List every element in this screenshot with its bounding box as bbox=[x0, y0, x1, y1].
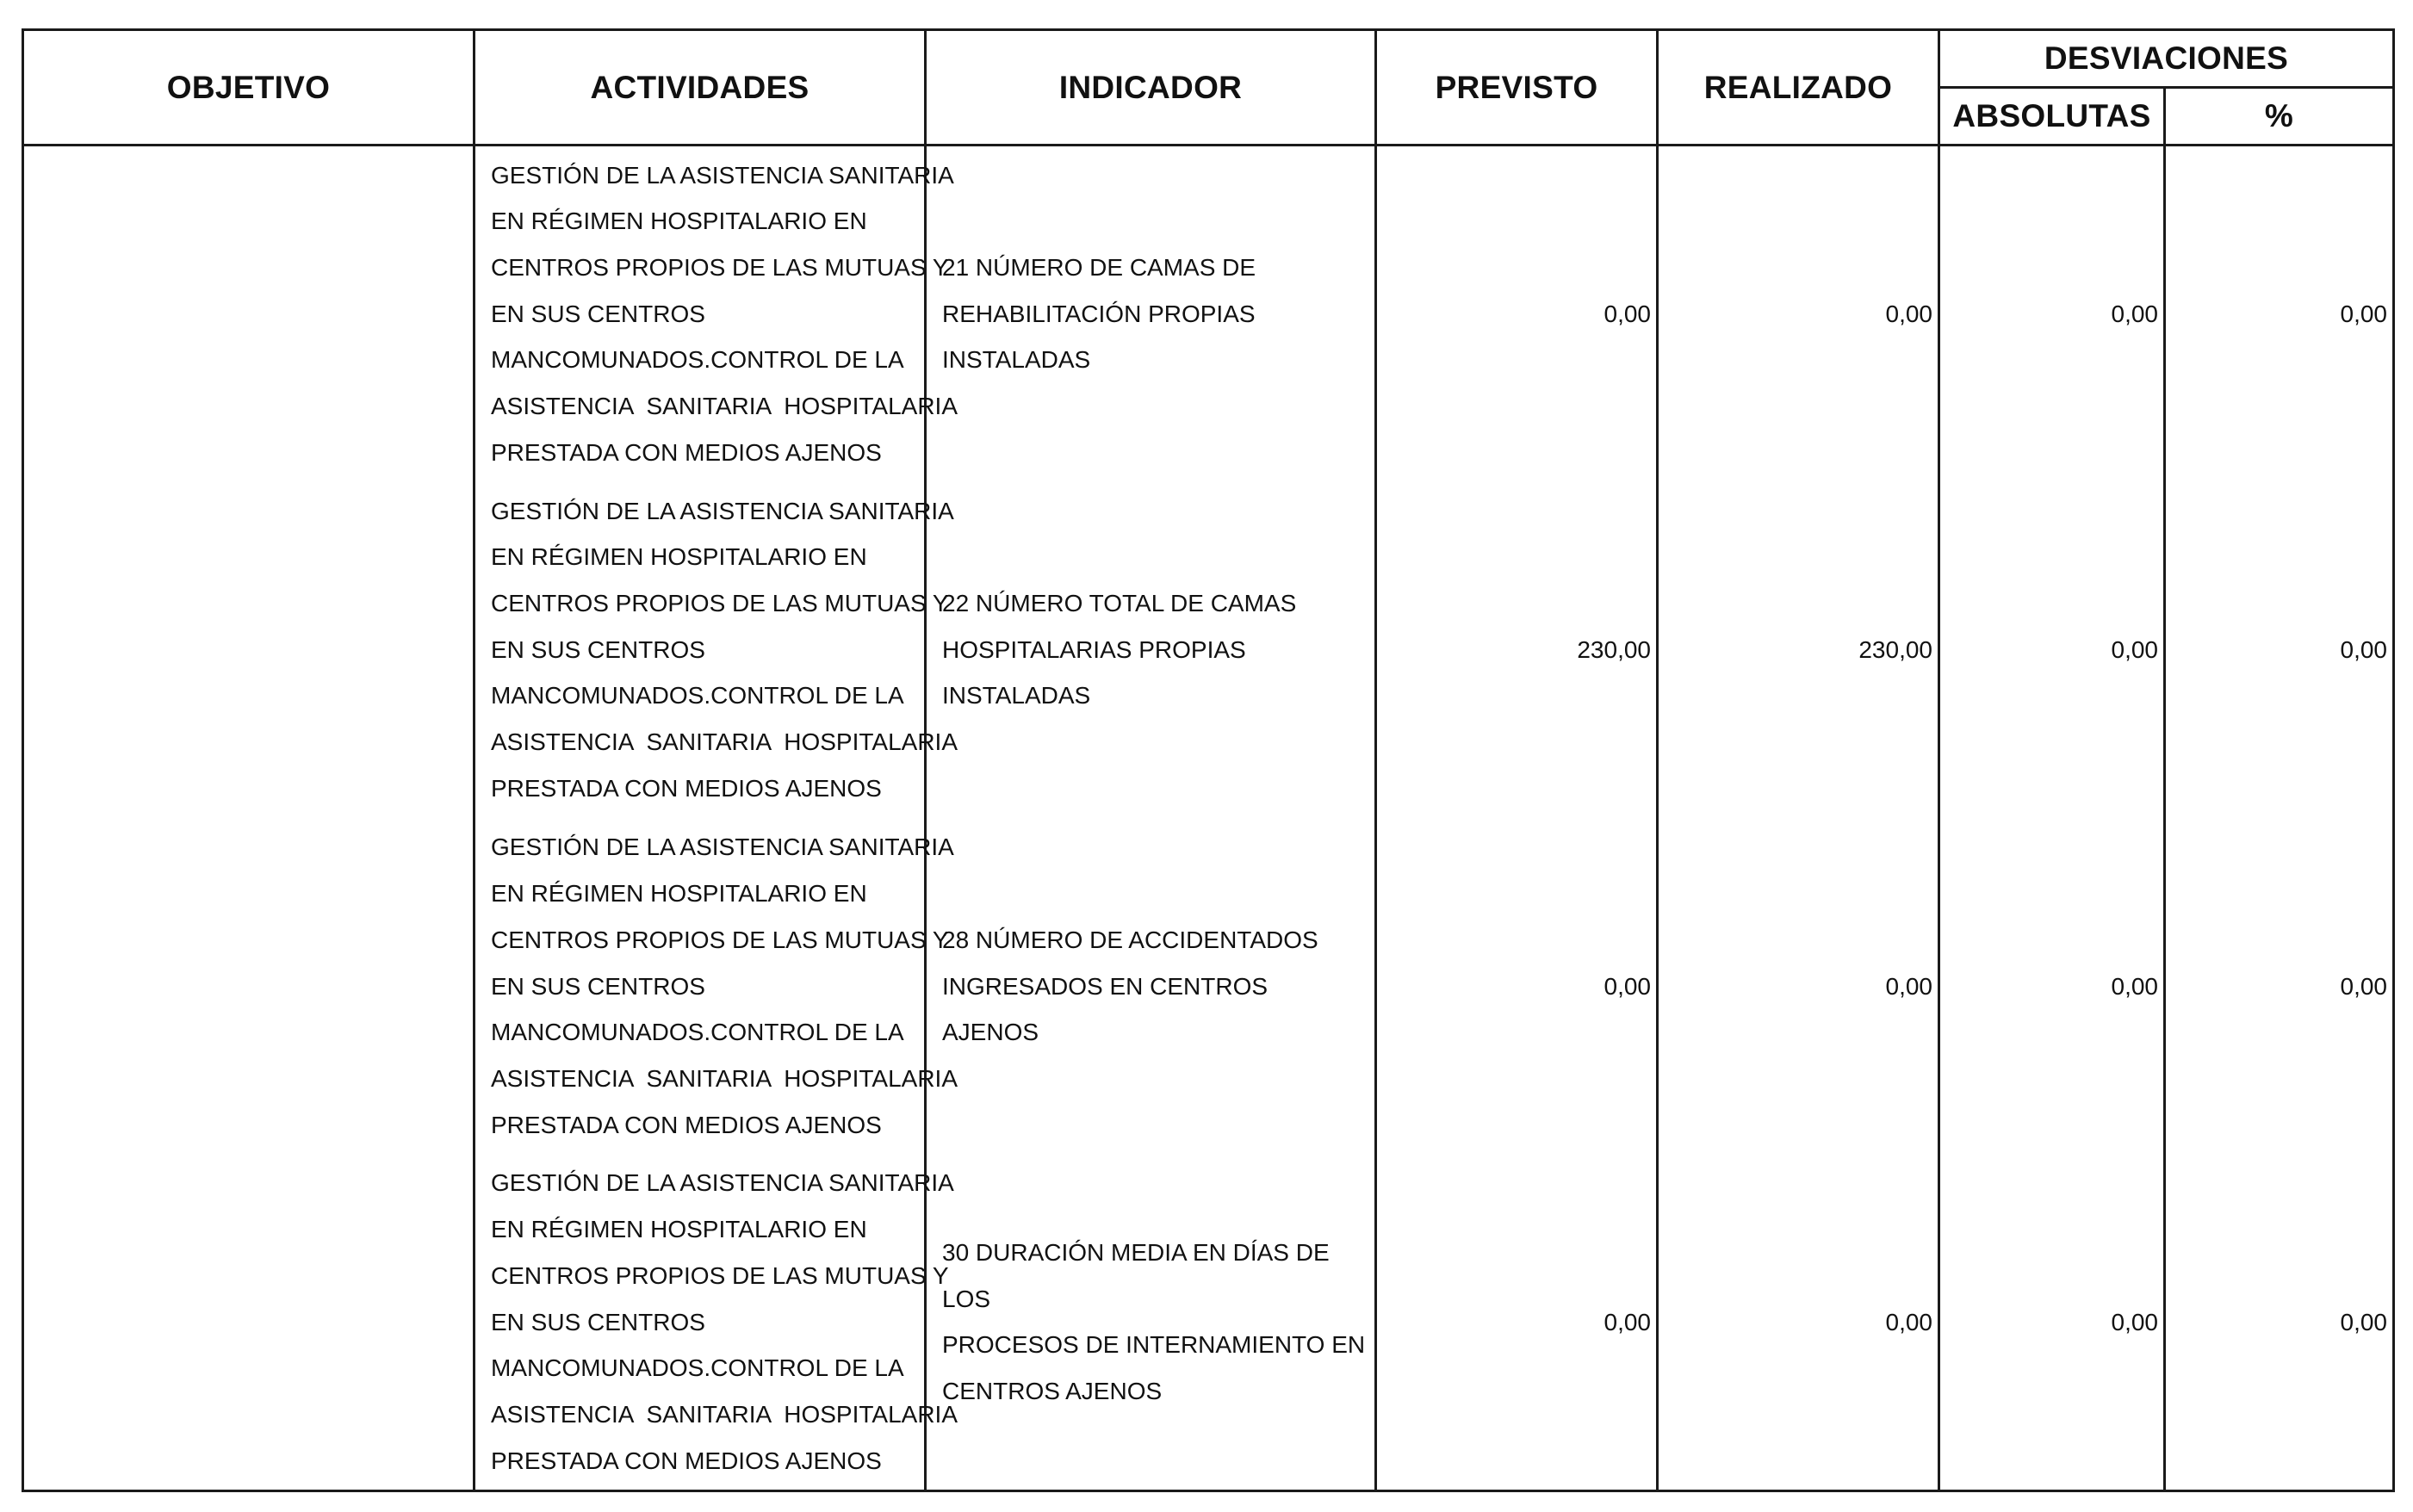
actividad-line: EN RÉGIMEN HOSPITALARIO EN bbox=[491, 543, 867, 571]
cell-actividad bbox=[475, 481, 958, 818]
actividad-line: EN SUS CENTROS bbox=[491, 300, 705, 327]
header-porcentaje: % bbox=[2165, 88, 2394, 146]
actividad-line: EN RÉGIMEN HOSPITALARIO EN bbox=[491, 1216, 867, 1243]
indicador-line: PROCESOS DE INTERNAMIENTO EN bbox=[942, 1331, 1366, 1359]
header-previsto: PREVISTO bbox=[1376, 30, 1658, 146]
actividad-line: ASISTENCIA SANITARIA HOSPITALARIA bbox=[491, 728, 958, 756]
cell-actividad bbox=[475, 818, 958, 1155]
actividad-line: CENTROS PROPIOS DE LAS MUTUAS Y bbox=[491, 926, 949, 953]
actividad-line: EN SUS CENTROS bbox=[491, 1308, 705, 1335]
cell-realizado: 230,00 bbox=[1658, 481, 1939, 818]
cell-actividad bbox=[475, 146, 958, 482]
table-body bbox=[23, 146, 2394, 1491]
actividad-line: EN SUS CENTROS bbox=[491, 972, 705, 1000]
actividad-line: PRESTADA CON MEDIOS AJENOS bbox=[491, 438, 882, 466]
actividad-line: GESTIÓN DE LA ASISTENCIA SANITARIA bbox=[491, 1169, 954, 1197]
cell-indicador bbox=[926, 1155, 1376, 1491]
table-row bbox=[23, 481, 2394, 818]
cell-porcentaje: 0,00 bbox=[2165, 481, 2394, 818]
cell-absolutas: 0,00 bbox=[1939, 146, 2165, 482]
cell-absolutas: 0,00 bbox=[1939, 1155, 2165, 1491]
cell-actividad bbox=[475, 1155, 958, 1491]
actividad-line: EN SUS CENTROS bbox=[491, 635, 705, 663]
cell-porcentaje: 0,00 bbox=[2165, 1155, 2394, 1491]
actividad-line: PRESTADA CON MEDIOS AJENOS bbox=[491, 774, 882, 802]
actividad-line: MANCOMUNADOS.CONTROL DE LA bbox=[491, 1019, 904, 1046]
indicador-line: CENTROS AJENOS bbox=[942, 1378, 1163, 1405]
actividad-line: EN RÉGIMEN HOSPITALARIO EN bbox=[491, 880, 867, 908]
actividad-line: CENTROS PROPIOS DE LAS MUTUAS Y bbox=[491, 254, 949, 282]
header-absolutas: ABSOLUTAS bbox=[1939, 88, 2165, 146]
cell-objetivo bbox=[23, 146, 475, 482]
cell-objetivo bbox=[23, 481, 475, 818]
cell-previsto: 0,00 bbox=[1376, 146, 1658, 482]
indicators-table bbox=[22, 28, 2395, 1492]
indicador-line: REHABILITACIÓN PROPIAS INSTALADAS bbox=[942, 300, 1256, 374]
cell-previsto: 230,00 bbox=[1376, 481, 1658, 818]
actividad-line: PRESTADA CON MEDIOS AJENOS bbox=[491, 1447, 882, 1474]
cell-absolutas: 0,00 bbox=[1939, 818, 2165, 1155]
actividad-line: GESTIÓN DE LA ASISTENCIA SANITARIA bbox=[491, 161, 954, 189]
actividad-line: ASISTENCIA SANITARIA HOSPITALARIA bbox=[491, 393, 958, 420]
cell-indicador bbox=[926, 818, 1376, 1155]
indicador-line: INGRESADOS EN CENTROS AJENOS bbox=[942, 972, 1269, 1046]
actividad-line: MANCOMUNADOS.CONTROL DE LA bbox=[491, 682, 904, 710]
cell-indicador bbox=[926, 146, 1376, 482]
actividad-line: MANCOMUNADOS.CONTROL DE LA bbox=[491, 1354, 904, 1382]
indicador-line: 21 NÚMERO DE CAMAS DE bbox=[942, 254, 1256, 282]
indicador-line: HOSPITALARIAS PROPIAS INSTALADAS bbox=[942, 635, 1246, 710]
indicador-line: 28 NÚMERO DE ACCIDENTADOS bbox=[942, 926, 1318, 953]
cell-previsto: 0,00 bbox=[1376, 1155, 1658, 1491]
actividad-line: CENTROS PROPIOS DE LAS MUTUAS Y bbox=[491, 590, 949, 617]
header-actividades: ACTIVIDADES bbox=[475, 30, 926, 146]
indicador-line: 30 DURACIÓN MEDIA EN DÍAS DE LOS bbox=[942, 1238, 1330, 1312]
actividad-line: ASISTENCIA SANITARIA HOSPITALARIA bbox=[491, 1400, 958, 1428]
cell-realizado: 0,00 bbox=[1658, 146, 1939, 482]
table-header bbox=[23, 30, 2394, 146]
cell-realizado: 0,00 bbox=[1658, 1155, 1939, 1491]
header-objetivo: OBJETIVO bbox=[23, 30, 475, 146]
table-row bbox=[23, 818, 2394, 1155]
table-row bbox=[23, 146, 2394, 482]
actividad-line: EN RÉGIMEN HOSPITALARIO EN bbox=[491, 208, 867, 235]
actividad-line: GESTIÓN DE LA ASISTENCIA SANITARIA bbox=[491, 833, 954, 861]
actividad-line: MANCOMUNADOS.CONTROL DE LA bbox=[491, 346, 904, 374]
cell-objetivo bbox=[23, 1155, 475, 1491]
cell-porcentaje: 0,00 bbox=[2165, 818, 2394, 1155]
indicador-line: 22 NÚMERO TOTAL DE CAMAS bbox=[942, 590, 1297, 617]
cell-porcentaje: 0,00 bbox=[2165, 146, 2394, 482]
cell-previsto: 0,00 bbox=[1376, 818, 1658, 1155]
cell-objetivo bbox=[23, 818, 475, 1155]
header-indicador: INDICADOR bbox=[926, 30, 1376, 146]
cell-indicador bbox=[926, 481, 1376, 818]
actividad-line: PRESTADA CON MEDIOS AJENOS bbox=[491, 1111, 882, 1138]
header-realizado: REALIZADO bbox=[1658, 30, 1939, 146]
actividad-line: CENTROS PROPIOS DE LAS MUTUAS Y bbox=[491, 1261, 949, 1289]
cell-realizado: 0,00 bbox=[1658, 818, 1939, 1155]
table-row bbox=[23, 1155, 2394, 1491]
actividad-line: GESTIÓN DE LA ASISTENCIA SANITARIA bbox=[491, 497, 954, 524]
cell-absolutas: 0,00 bbox=[1939, 481, 2165, 818]
header-desviaciones: DESVIACIONES bbox=[1939, 30, 2394, 88]
actividad-line: ASISTENCIA SANITARIA HOSPITALARIA bbox=[491, 1064, 958, 1092]
